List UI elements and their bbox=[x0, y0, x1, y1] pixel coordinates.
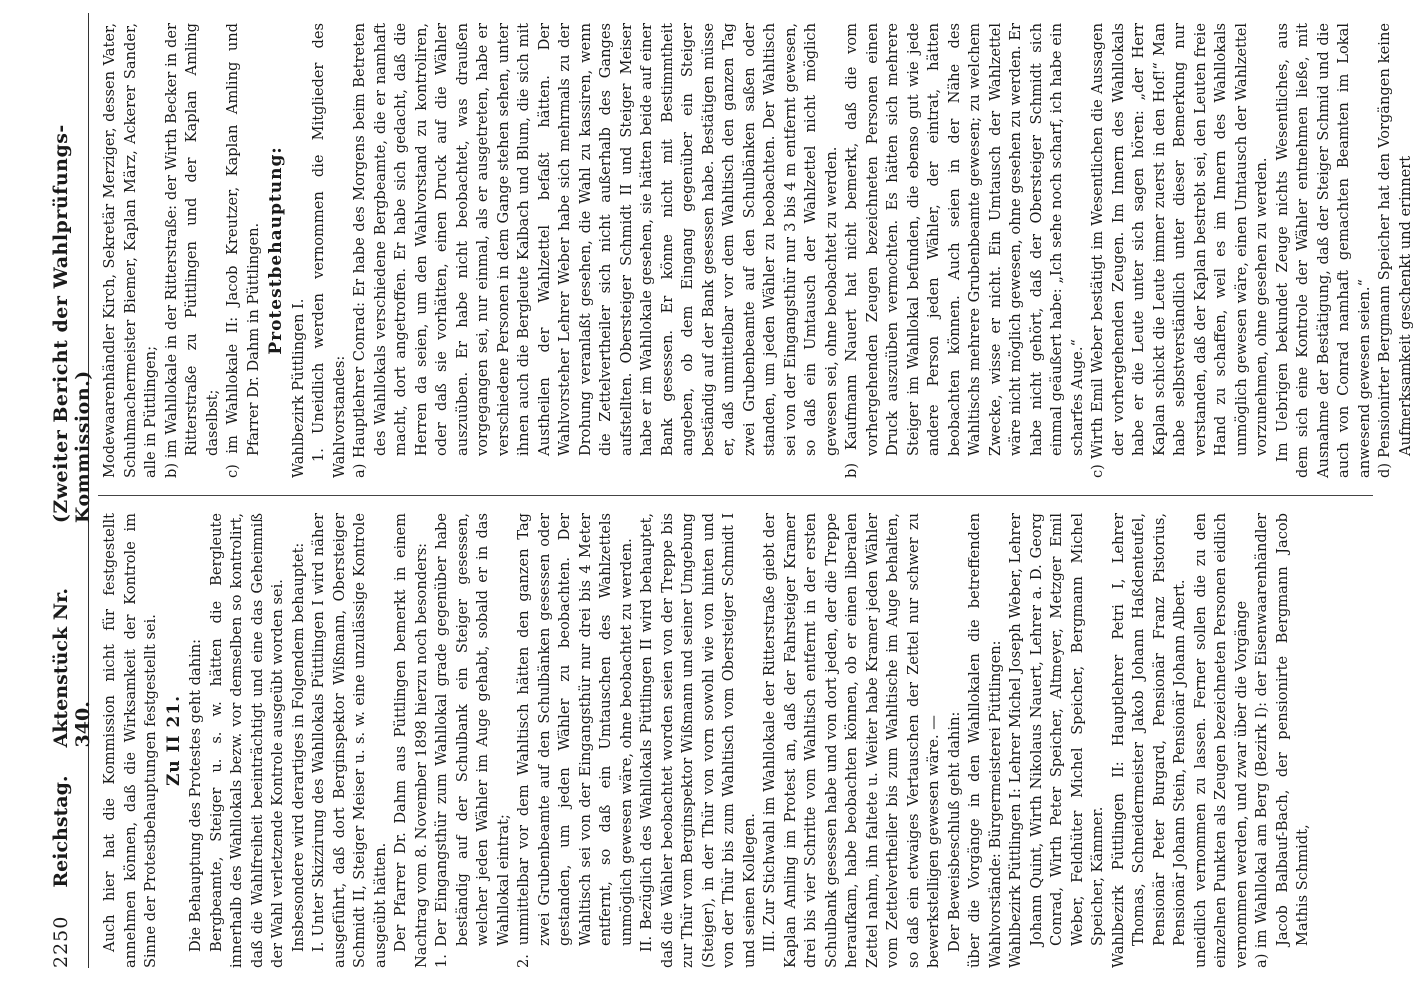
paragraph: über die Vorgänge in den Wahllokalen die betreffenden Wahlvorstände: Bürgermeisterei Püttlingen: bbox=[966, 513, 1004, 968]
paragraph: Wahlbezirk Püttlingen I. bbox=[289, 298, 307, 478]
paragraph: II. Bezüglich des Wahllokals Püttlingen II wird behauptet, daß die Wähler beobachtet worden seien von der Treppe bis zur Thür vom Berginspektor Wißmann und seiner Umgebung (Steiger), in der Thür von vorn sowohl wie von hinten und von der Thür bis zum Wahltisch vom Obersteiger Schmidt I und seinen Kollegen. bbox=[638, 513, 758, 968]
list-item: 1. Der Eingangsthür zum Wahllokal grade gegenüber habe beständig auf der Schulbank ein Steiger gesessen, welcher jeden Wähler im Auge gehabt, sobald er in das Wahllokal eintrat; bbox=[433, 513, 512, 968]
page-number: 2250 bbox=[50, 915, 72, 968]
list-item: a) im Wahllokal am Berg (Bezirk I): der Eisenwaarenhändler Jacob Balbauf-Bach, der pensionirte Bergmann Jacob Mathis Schmidt, bbox=[1253, 513, 1311, 968]
rotated-page bbox=[50, 13, 1414, 968]
document-title: (Zweiter Bericht der Wahlprüfungs-Kommission.) bbox=[50, 124, 94, 524]
section-heading: Protestbehauptung: bbox=[266, 146, 286, 355]
right-column bbox=[100, 23, 1414, 478]
list-item: 2. unmittelbar vor dem Wahltisch hätten den ganzen Tag zwei Grubenbeamte auf den Schulbänken gesessen oder gestanden, um jeden Wähler zu beobachten. Der Wahltisch sei von der Eingangsthür nur drei bis 4 Meter entfernt, so daß ein Umtauschen des Wahlzettels unmöglich gewesen wäre, ohne beobachtet zu werden. bbox=[515, 513, 635, 968]
list-item: d) Pensionirter Bergmann Speicher hat den Vorgängen keine Aufmerksamkeit geschenkt und erinnert bbox=[1376, 23, 1414, 478]
paragraph: Der Beweisbeschluß geht dahin: bbox=[945, 711, 963, 952]
list-item: c) im Wahllokale II: Jacob Kreutzer, Kaplan Amling und Pfarrer Dr. Dahm in Püttlingen. bbox=[224, 23, 262, 478]
paragraph: uneidlich vernommen zu lassen. Ferner sollen die zu den einzelnen Punkten als Zeugen bezeichneten Personen eidlich vernommen werden, und zwar über die Vorgänge bbox=[1191, 513, 1250, 968]
list-item: c) Wirth Emil Weber bestätigt im Wesentlichen die Aussagen der vorhergehenden Zeugen. Im Innern des Wahllokals habe er die Leute unter sich sagen hören: „der Herr Kaplan schickt die Leute immer zuerst in den Hof!“ Man habe selbstverständlich unter dieser Bemerkung nur verstanden, daß der Kaplan bestrebt sei, den Leuten freie Hand zu schaffen, weil es im Innern des Wahllokals unmöglich gewesen wäre, einen Umtausch der Wahlzettel vorzunehmen, ohne gesehen zu werden. bbox=[1089, 23, 1270, 478]
paragraph: III. Zur Stichwahl im Wahllokale der Ritterstraße giebt der Kaplan Amling im Protest an, daß der Fahrsteiger Kramer drei bis vier Schritte vom Wahltisch entfernt in der ersten Schulbank gesessen habe und von dort jeden, der die Treppe heraufkam, habe beobachten können, ob er einen liberalen Zettel nahm, ihn faltete u. Weiter habe Kramer jeden Wähler vom Zettelvertheiler bis zum Wahltische im Auge behalten, so daß ein etwaiges Vertauschen der Zettel nur schwer zu bewerkstelligen gewesen wäre. — bbox=[761, 513, 942, 968]
list-item: b) im Wahllokale in der Ritterstraße: der Wirth Becker in der Ritterstraße zu Püttlingen und der Kaplan Amling daselbst; bbox=[162, 23, 221, 478]
paragraph: Auch hier hat die Kommission nicht für festgestellt annehmen können, daß die Wirksamkeit der Kontrole im Sinne der Protestbehauptungen festgestellt sei. bbox=[101, 513, 159, 968]
section-heading: Zu II 21. bbox=[163, 694, 184, 787]
paragraph: Modewaarenhändler Kirch, Sekretär Merziger, dessen Vater, Schuhmachermeister Biemer, Kaplan März, Ackerer Sander, alle in Püttlingen; bbox=[101, 23, 159, 478]
column-divider bbox=[98, 495, 1373, 496]
paragraph: 1. Uneidlich werden vernommen die Mitglieder des Wahlvorstandes: bbox=[310, 23, 348, 478]
document-reference: Aktenstück Nr. 340. bbox=[50, 588, 94, 748]
list-item: Wahlbezirk Püttlingen I: Lehrer Michel Joseph Weber, Lehrer Johann Quint, Wirth Nikolaus Nauert, Lehrer a. D. Georg Conrad, Wirth Peter Speicher, Altmeyer, Metzger Emil Weber, Feldhüter Michel Speicher, Bergmann Michel Speicher, Kämmer. bbox=[1007, 513, 1106, 968]
paragraph: Bergbeamte, Steiger u. s. w. hätten die Bergleute innerhalb des Wahllokals bezw. vor demselben so kontrolirt, daß die Wahlfreiheit beeinträchtigt und eine das Geheimniß der Wahl verletzende Kontrole ausgeübt worden sei. bbox=[207, 513, 286, 968]
paragraph: I. Unter Skizzirung des Wahllokals Püttlingen I wird näher ausgeführt, daß dort Berginspektor Wißmann, Obersteiger Schmidt II, Steiger Meiser u. s. w. eine unzulässige Kontrole ausgeübt hätten. bbox=[310, 513, 389, 968]
paragraph: Insbesondere wird derartiges in Folgendem behauptet: bbox=[289, 542, 307, 952]
list-item: a) Hauptlehrer Conrad: Er habe des Morgens beim Betreten des Wahllokals verschiedene Bergbeamte, die er namhaft macht, dort angetroffen. Er habe sich gedacht, daß die Herren da seien, um den Wahlvorstand zu kontroliren, oder daß sie vorhätten, einen Druck auf die Wähler auszuüben. Er habe nicht beobachtet, was draußen vorgegangen sei, nur einmal, als er ausgetreten, habe er verschiedene Personen in dem Gange stehen sehen, unter ihnen auch die Bergleute Kalbach und Blum, die sich mit Austheilen der Wahlzettel befaßt hätten. Der Wahlvorsteher Lehrer Weber habe sich mehrmals zu der Drohung veranlaßt gesehen, die Wahl zu kassiren, wenn die Zettelvertheiler sich nicht außerhalb des Ganges aufstellten. Obersteiger Schmidt II und Steiger Meiser habe er im Wahllokale gesehen, sie hätten beide auf einer Bank gesessen. Er könne nicht mit Bestimmtheit angeben, ob dem Eingang gegenüber ein Steiger beständig auf der Bank gesessen habe. Bestätigen müsse er, daß unmittelbar vor dem Wahltisch den ganzen Tag zwei Grubenbeamte auf den Schulbänken saßen oder standen, um jeden Wähler zu beobachten. Der Wahltisch sei von der Eingangsthür nur 3 bis 4 m entfernt gewesen, so daß ein Umtausch der Wahlzettel nicht möglich gewesen sei, ohne beobachtet zu werden. bbox=[351, 23, 840, 478]
paragraph: Im Uebrigen bekundet Zeuge nichts Wesentliches, aus dem sich eine Kontrole der Wähler entnehmen ließe, mit Ausnahme der Bestätigung, daß der Steiger Schmid und die auch von Conrad namhaft gemachten Beamten im Lokal anwesend gewesen seien.“ bbox=[1273, 23, 1373, 478]
paragraph: Der Pfarrer Dr. Dahm aus Püttlingen bemerkt in einem Nachtrag vom 8. November 1898 hierzu noch besonders: bbox=[392, 513, 430, 968]
list-item: Wahlbezirk Püttlingen II: Hauptlehrer Petri I, Lehrer Thomas, Schneidermeister Jakob Johann Haßdenteufel, Pensionär Peter Burgard, Pensionär Franz Pistorius, Pensionär Johann Stein, Pensionär Johann Albert. bbox=[1109, 513, 1188, 968]
left-column bbox=[100, 513, 1375, 968]
source-label: Reichstag. bbox=[50, 775, 72, 888]
page-header bbox=[50, 13, 94, 968]
paragraph: Die Behauptung des Protestes geht dahin: bbox=[187, 638, 204, 952]
list-item: b) Kaufmann Nauert hat nicht bemerkt, daß die vom vorhergehenden Zeugen bezeichneten Personen einen Druck auszuüben vermochten. Es hätten sich mehrere Steiger im Wahllokal befunden, die ebenso gut wie jede andere Person jeden Wähler, der eintrat, hätten beobachten können. Auch seien in der Nähe des Wahltischs mehrere Grubenbeamte gewesen; zu welchem Zwecke, wisse er nicht. Ein Umtausch der Wahlzettel wäre nicht möglich gewesen, ohne gesehen zu werden. Er habe nicht gehört, daß der Obersteiger Schmidt sich einmal geäußert habe: „Ich sehe noch scharf, ich habe ein scharfes Auge.“ bbox=[843, 23, 1086, 478]
